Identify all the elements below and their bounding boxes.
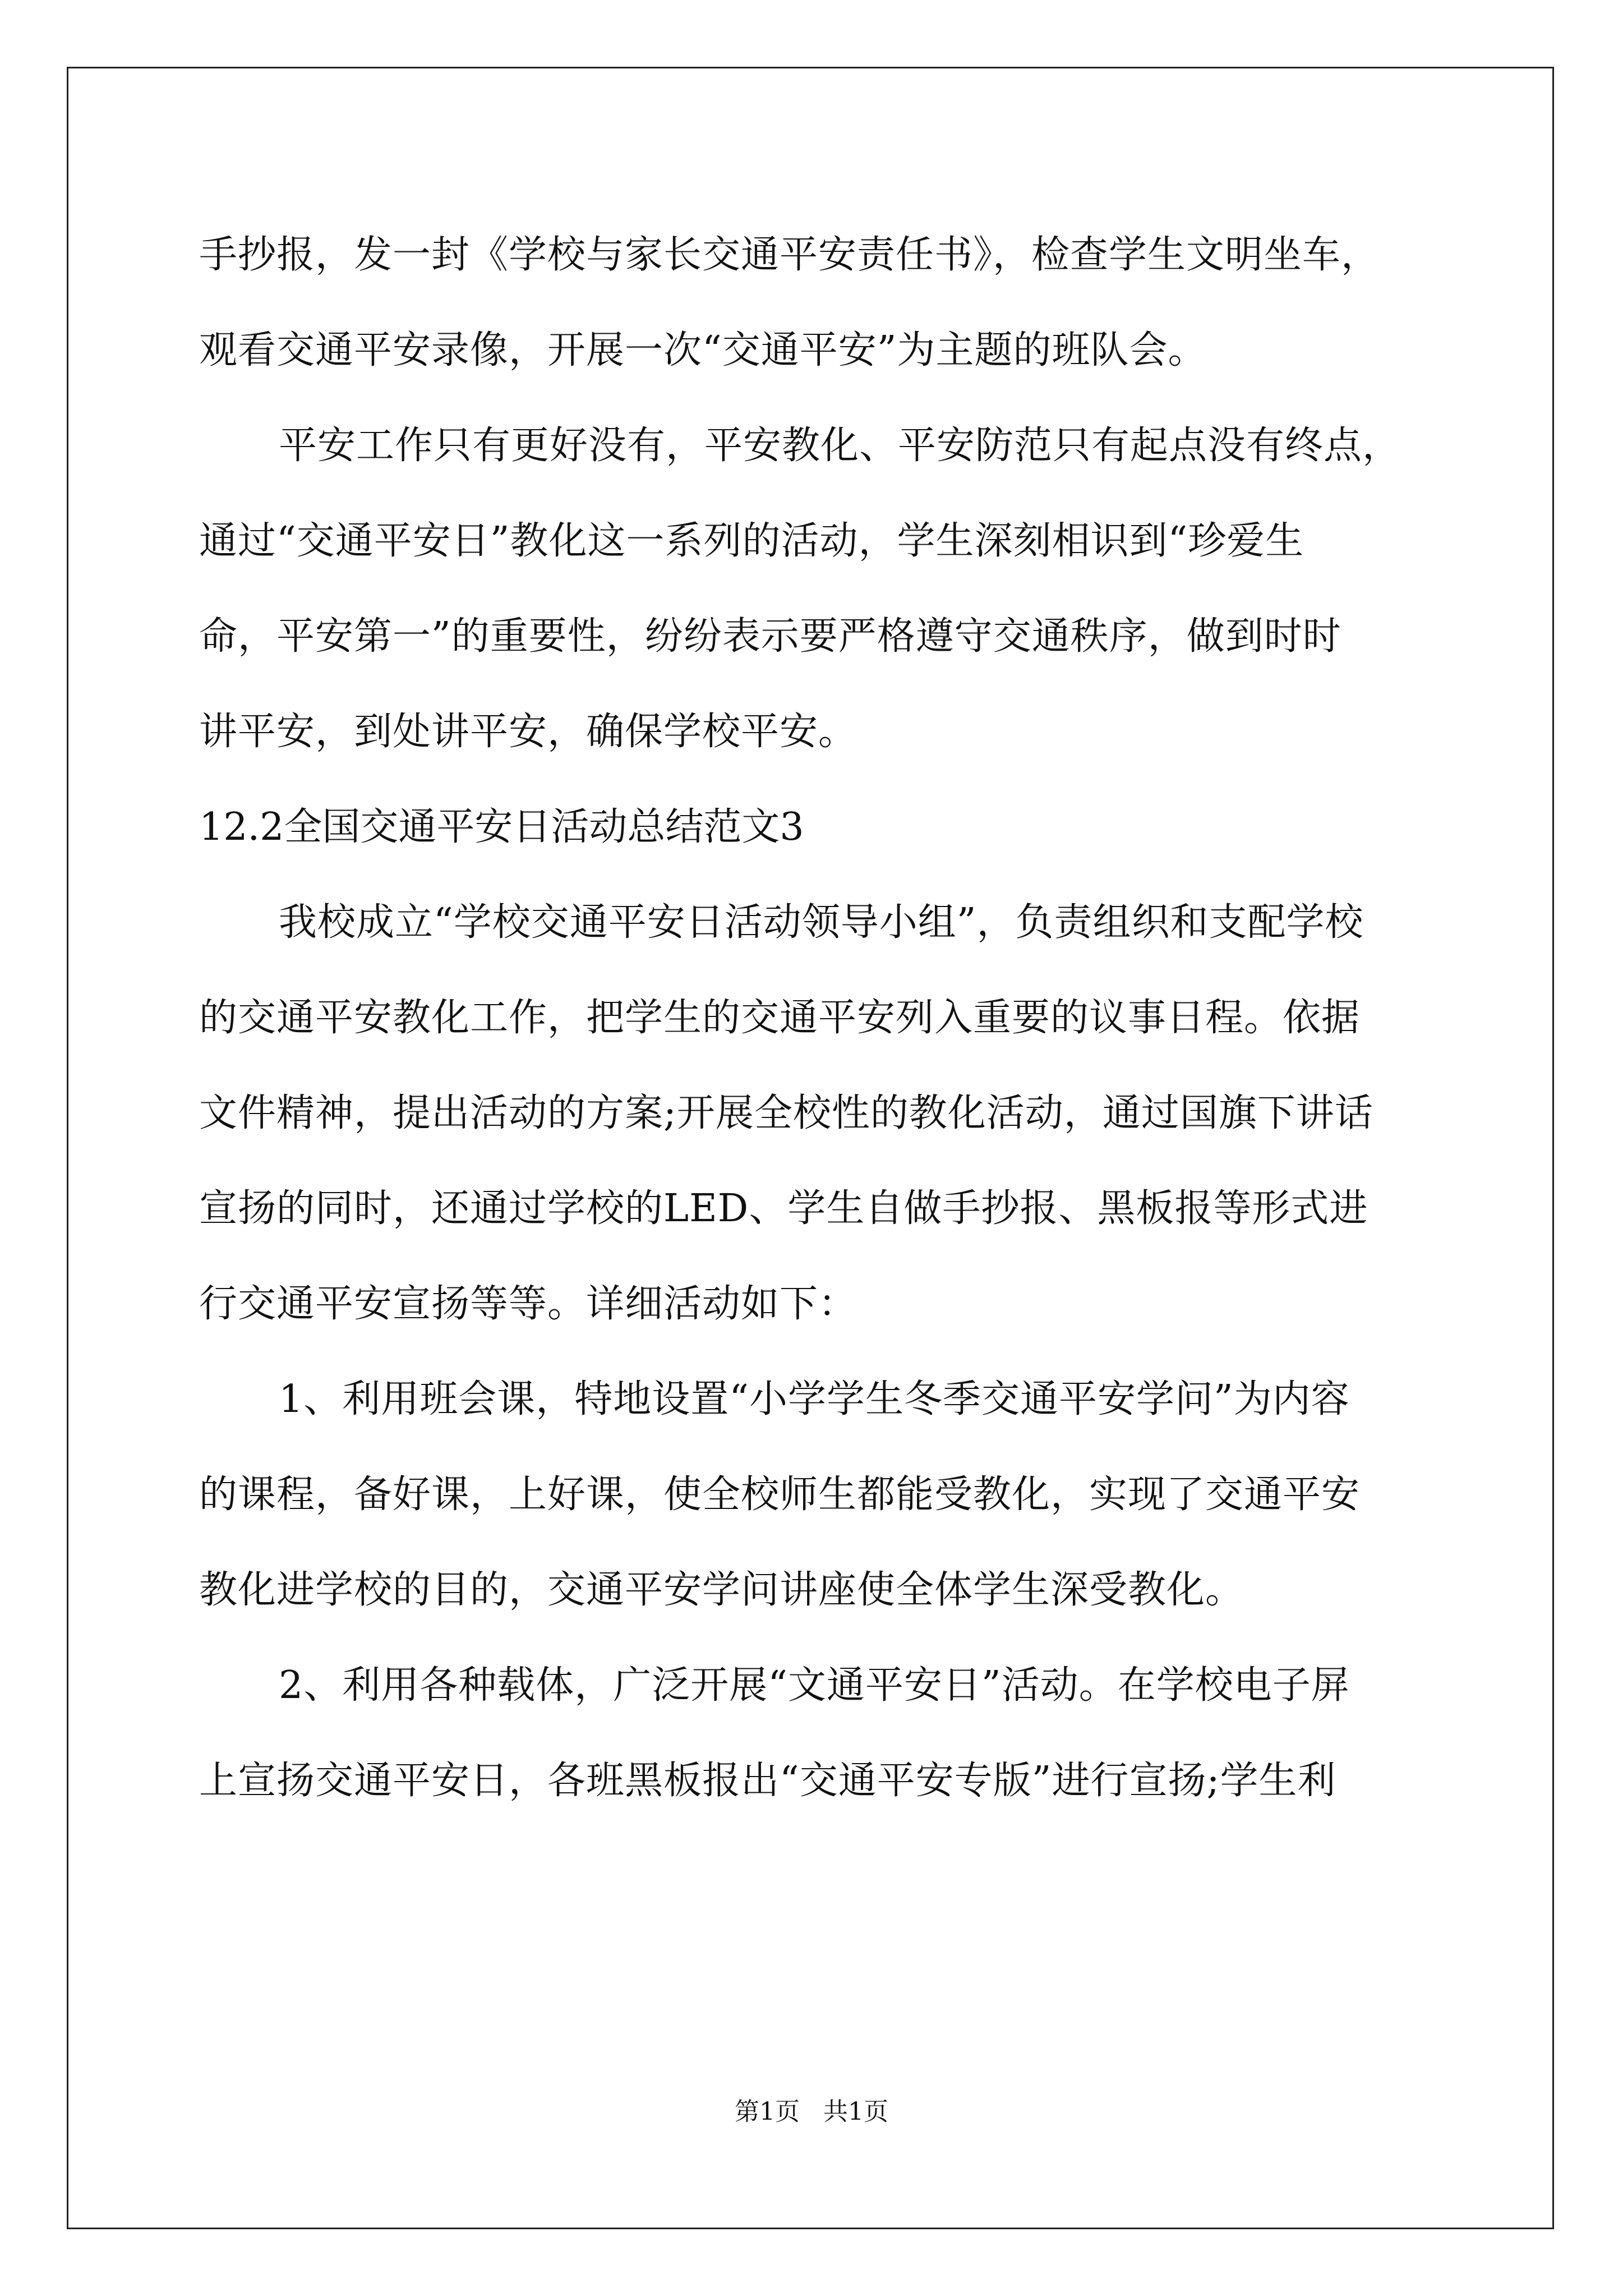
body-line: 上宣扬交通平安日，各班黑板报出“交通平安专版”进行宣扬;学生利 <box>199 1759 1336 1803</box>
body-line: 教化进学校的目的，交通平安学问讲座使全体学生深受教化。 <box>199 1568 1244 1612</box>
body-line: 通过“交通平安日”教化这一系列的活动，学生深刻相识到“珍爱生 <box>199 519 1304 563</box>
section-heading: 12.2全国交通平安日活动总结范文3 <box>199 805 804 849</box>
list-item-line: 1、利用班会课，特地设置“小学学生冬季交通平安学问”为内容 <box>279 1377 1350 1421</box>
body-line: 的交通平安教化工作，把学生的交通平安列入重要的议事日程。依据 <box>199 996 1361 1040</box>
page-number: 第1页 共1页 <box>735 2097 888 2126</box>
body-line: 宣扬的同时，还通过学校的LED、学生自做手抄报、黑板报等形式进 <box>199 1186 1368 1231</box>
body-line: 观看交通平安录像，开展一次“交通平安”为主题的班队会。 <box>199 328 1207 372</box>
body-line: 讲平安，到处讲平安，确保学校平安。 <box>199 710 857 754</box>
body-line: 行交通平安宣扬等等。详细活动如下： <box>199 1282 857 1326</box>
paragraph-first-line: 我校成立“学校交通平安日活动领导小组”，负责组织和支配学校 <box>279 900 1364 945</box>
paragraph-first-line: 平安工作只有更好没有，平安教化、平安防范只有起点没有终点， <box>279 424 1401 468</box>
body-line: 手抄报，发一封《学校与家长交通平安责任书》，检查学生文明坐车， <box>199 233 1380 277</box>
page-border <box>67 67 1554 2229</box>
body-line: 命，平安第一”的重要性，纷纷表示要严格遵守交通秩序，做到时时 <box>199 614 1341 659</box>
body-line: 文件精神，提出活动的方案;开展全校性的教化活动，通过国旗下讲话 <box>199 1091 1373 1135</box>
body-line: 的课程，备好课，上好课，使全校师生都能受教化，实现了交通平安 <box>199 1473 1361 1517</box>
list-item-line: 2、利用各种载体，广泛开展“文通平安日”活动。在学校电子屏 <box>279 1663 1350 1708</box>
